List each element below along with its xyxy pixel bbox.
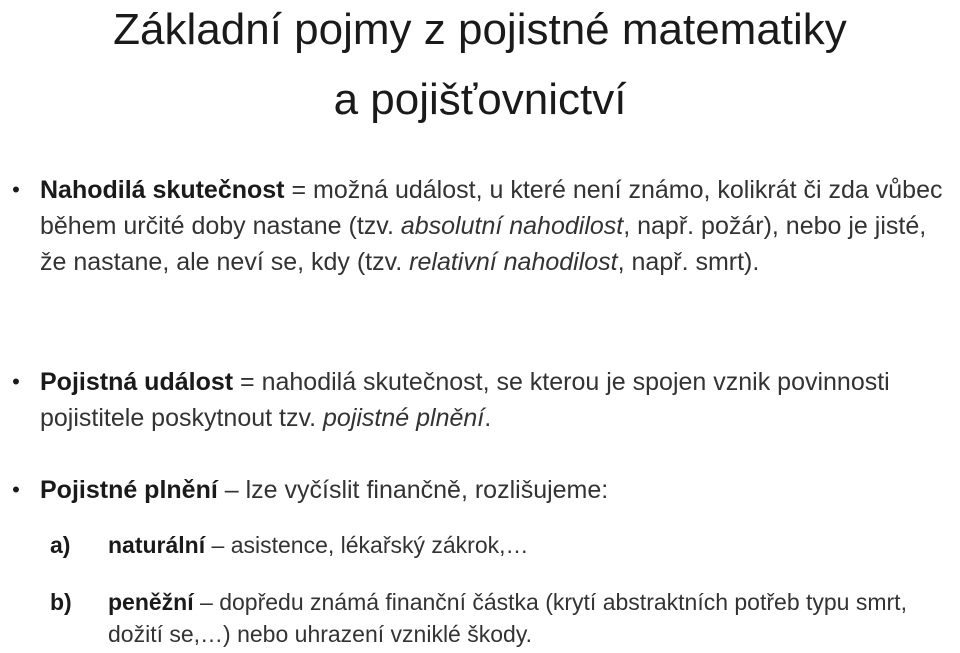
bullet-nahodila-skutecnost: [12, 172, 950, 280]
bullet-pojistna-udalost: [12, 364, 950, 436]
bullet-text: , např. smrt).: [617, 248, 760, 276]
sub-item-penezni: [50, 586, 948, 650]
sub-item-marker: b): [50, 589, 72, 615]
sub-item-text: – asistence, lékařský zákrok,…: [205, 532, 529, 558]
term-pojistna-udalost: Pojistná událost: [40, 368, 234, 396]
bullet-text: = možná událost, u které není známo, kolikrát či zda vůbec během určité doby nastane (tzv.: [40, 176, 943, 240]
italic-term: absolutní nahodilost: [400, 212, 624, 240]
bullet-dot-icon: •: [12, 177, 20, 202]
bullet-dot-icon: •: [12, 477, 20, 502]
bullet-text: .: [484, 404, 492, 432]
bullet-pojistne-plneni: [12, 472, 950, 508]
italic-term: pojistné plnění: [323, 404, 485, 432]
sub-item-naturalni: [50, 529, 948, 561]
slide-title-line-2: a pojišťovnictví: [333, 75, 627, 124]
term-nahodila-skutecnost: Nahodilá skutečnost: [40, 176, 285, 204]
bullet-text: = nahodilá skutečnost, se kterou je spojen vznik povinnosti pojistitele poskytnout tzv.: [40, 368, 890, 432]
slide-title-line-1: Základní pojmy z pojistné matematiky: [113, 5, 847, 54]
term-penezni: peněžní: [108, 589, 194, 615]
bullet-dot-icon: •: [12, 369, 20, 394]
italic-term: relativní nahodilost: [409, 248, 618, 276]
bullet-text: – lze vyčíslit finančně, rozlišujeme:: [217, 476, 609, 504]
bullet-text: , např. požár), nebo je jisté, že nastane, ale neví se, kdy (tzv.: [40, 212, 927, 276]
sub-item-text: – dopředu známá finanční částka (krytí abstraktních potřeb typu smrt, dožití se,…) nebo uhrazení vzniklé škody.: [108, 589, 907, 647]
term-naturalni: naturální: [108, 532, 206, 558]
term-pojistne-plneni: Pojistné plnění: [40, 476, 218, 504]
sub-item-marker: a): [50, 532, 71, 558]
